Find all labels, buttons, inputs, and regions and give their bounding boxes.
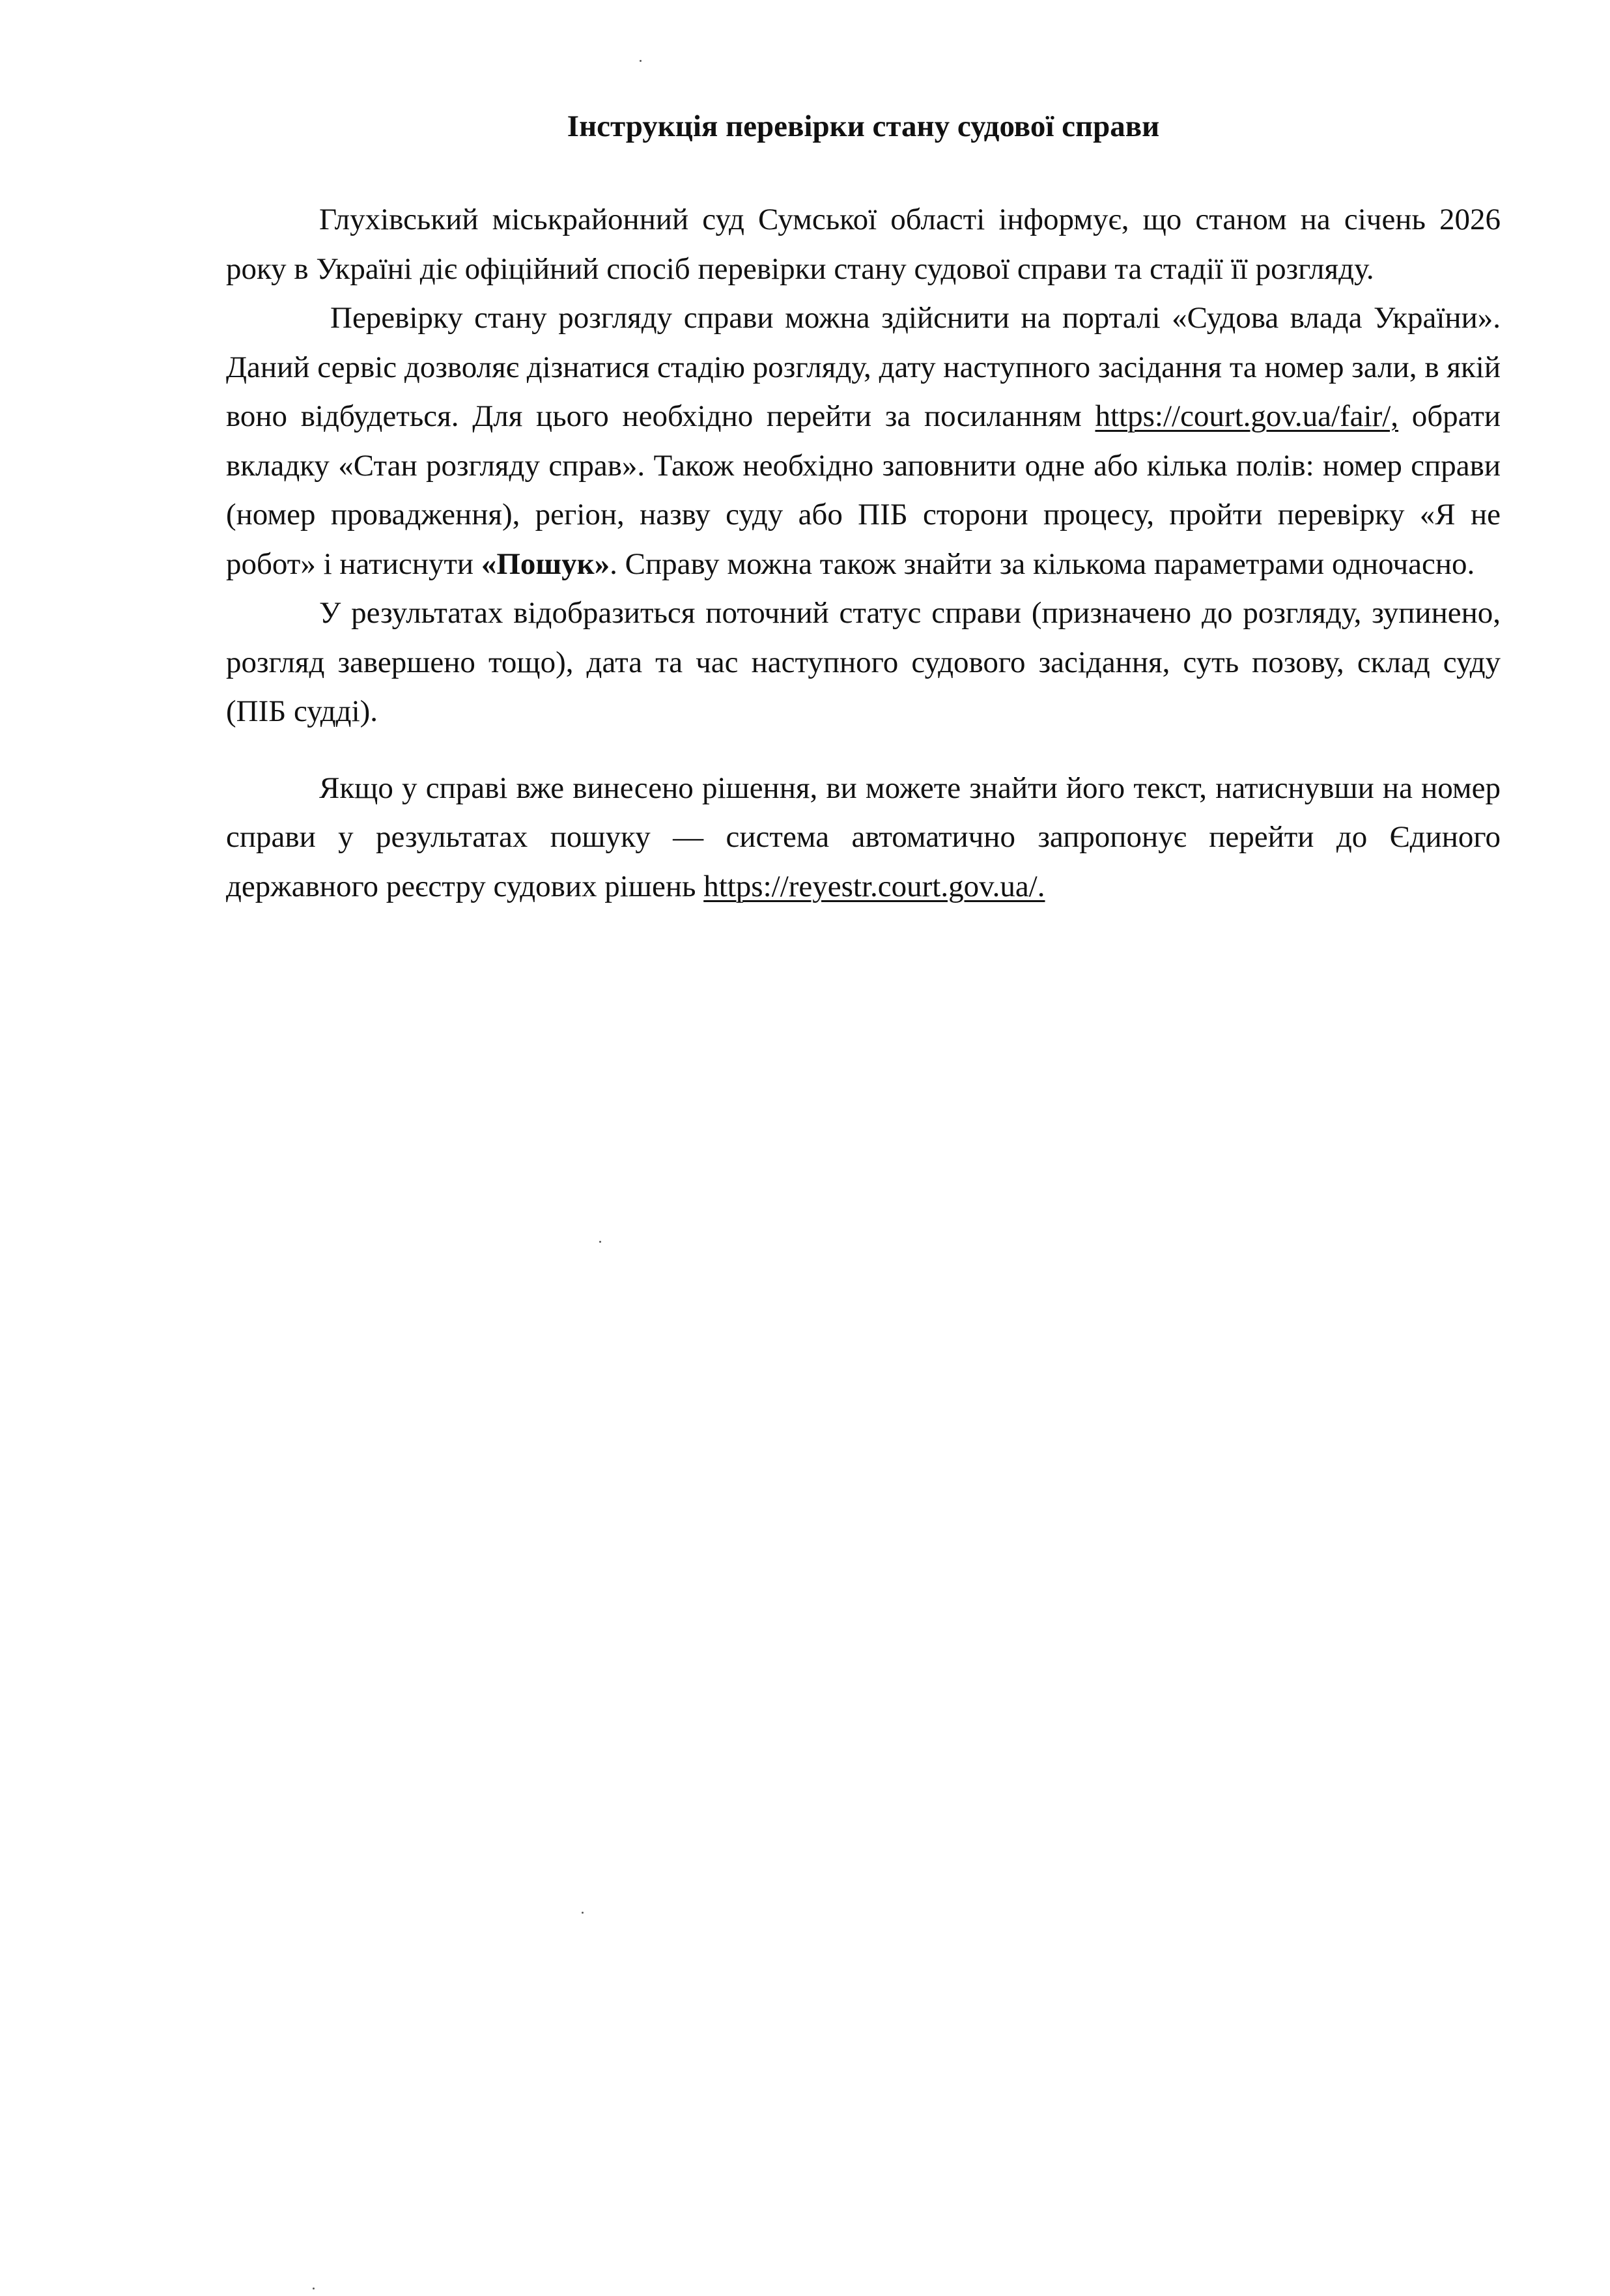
paragraph-intro: Глухівський міськрайонний суд Сумської області інформує, що станом на січень 2026 року в Україні діє офіційний спосіб перевірки стану судової справи та стадії її розгляду. <box>226 203 1501 286</box>
paragraph-portal-text-1: Перевірку стану розгляду справи можна здійснити на порталі «Судова влада України». Даний сервіс дозволяє дізнатися стадію розгляду, дату наступного засідання та номер зали, в якій воно відбудеться. Для цього необхідно перейти за посиланням <box>226 301 1501 433</box>
paragraph-results: У результатах відобразиться поточний статус справи (призначено до розгляду, зупинено, розгляд завершено тощо), дата та час наступного судового засідання, суть позову, склад суду (ПІБ судді). <box>226 596 1501 728</box>
court-fair-link[interactable]: https://court.gov.ua/fair/, <box>1095 399 1399 433</box>
paragraph-portal-instructions <box>226 294 1501 589</box>
scan-speck <box>640 60 642 62</box>
search-button-mention: «Пошук» <box>481 546 610 581</box>
scan-speck <box>599 1241 601 1243</box>
paragraph-registry-text: Якщо у справі вже винесено рішення, ви можете знайти його текст, натиснувши на номер справи у результатах пошуку — система автоматично запропонує перейти до Єдиного державного реєстру судових рішень <box>226 771 1501 903</box>
scan-speck <box>582 1912 584 1914</box>
document-body <box>226 195 1501 911</box>
paragraph-registry <box>226 764 1501 912</box>
paragraph-portal-text-3: . Справу можна також знайти за кількома параметрами одночасно. <box>610 546 1475 581</box>
reyestr-link[interactable]: https://reyestr.court.gov.ua/. <box>703 869 1045 903</box>
scan-speck <box>313 2288 315 2289</box>
document-title: Інструкція перевірки стану судової справи <box>567 109 1160 143</box>
paragraph-portal-text-2: обрати вкладку «Стан розгляду справ». Також необхідно заповнити одне або кілька полів: номер справи (номер провадження), регіон, назву суду або ПІБ сторони процесу, пройти перевірку «Я не робот» і натиснути <box>226 399 1501 581</box>
